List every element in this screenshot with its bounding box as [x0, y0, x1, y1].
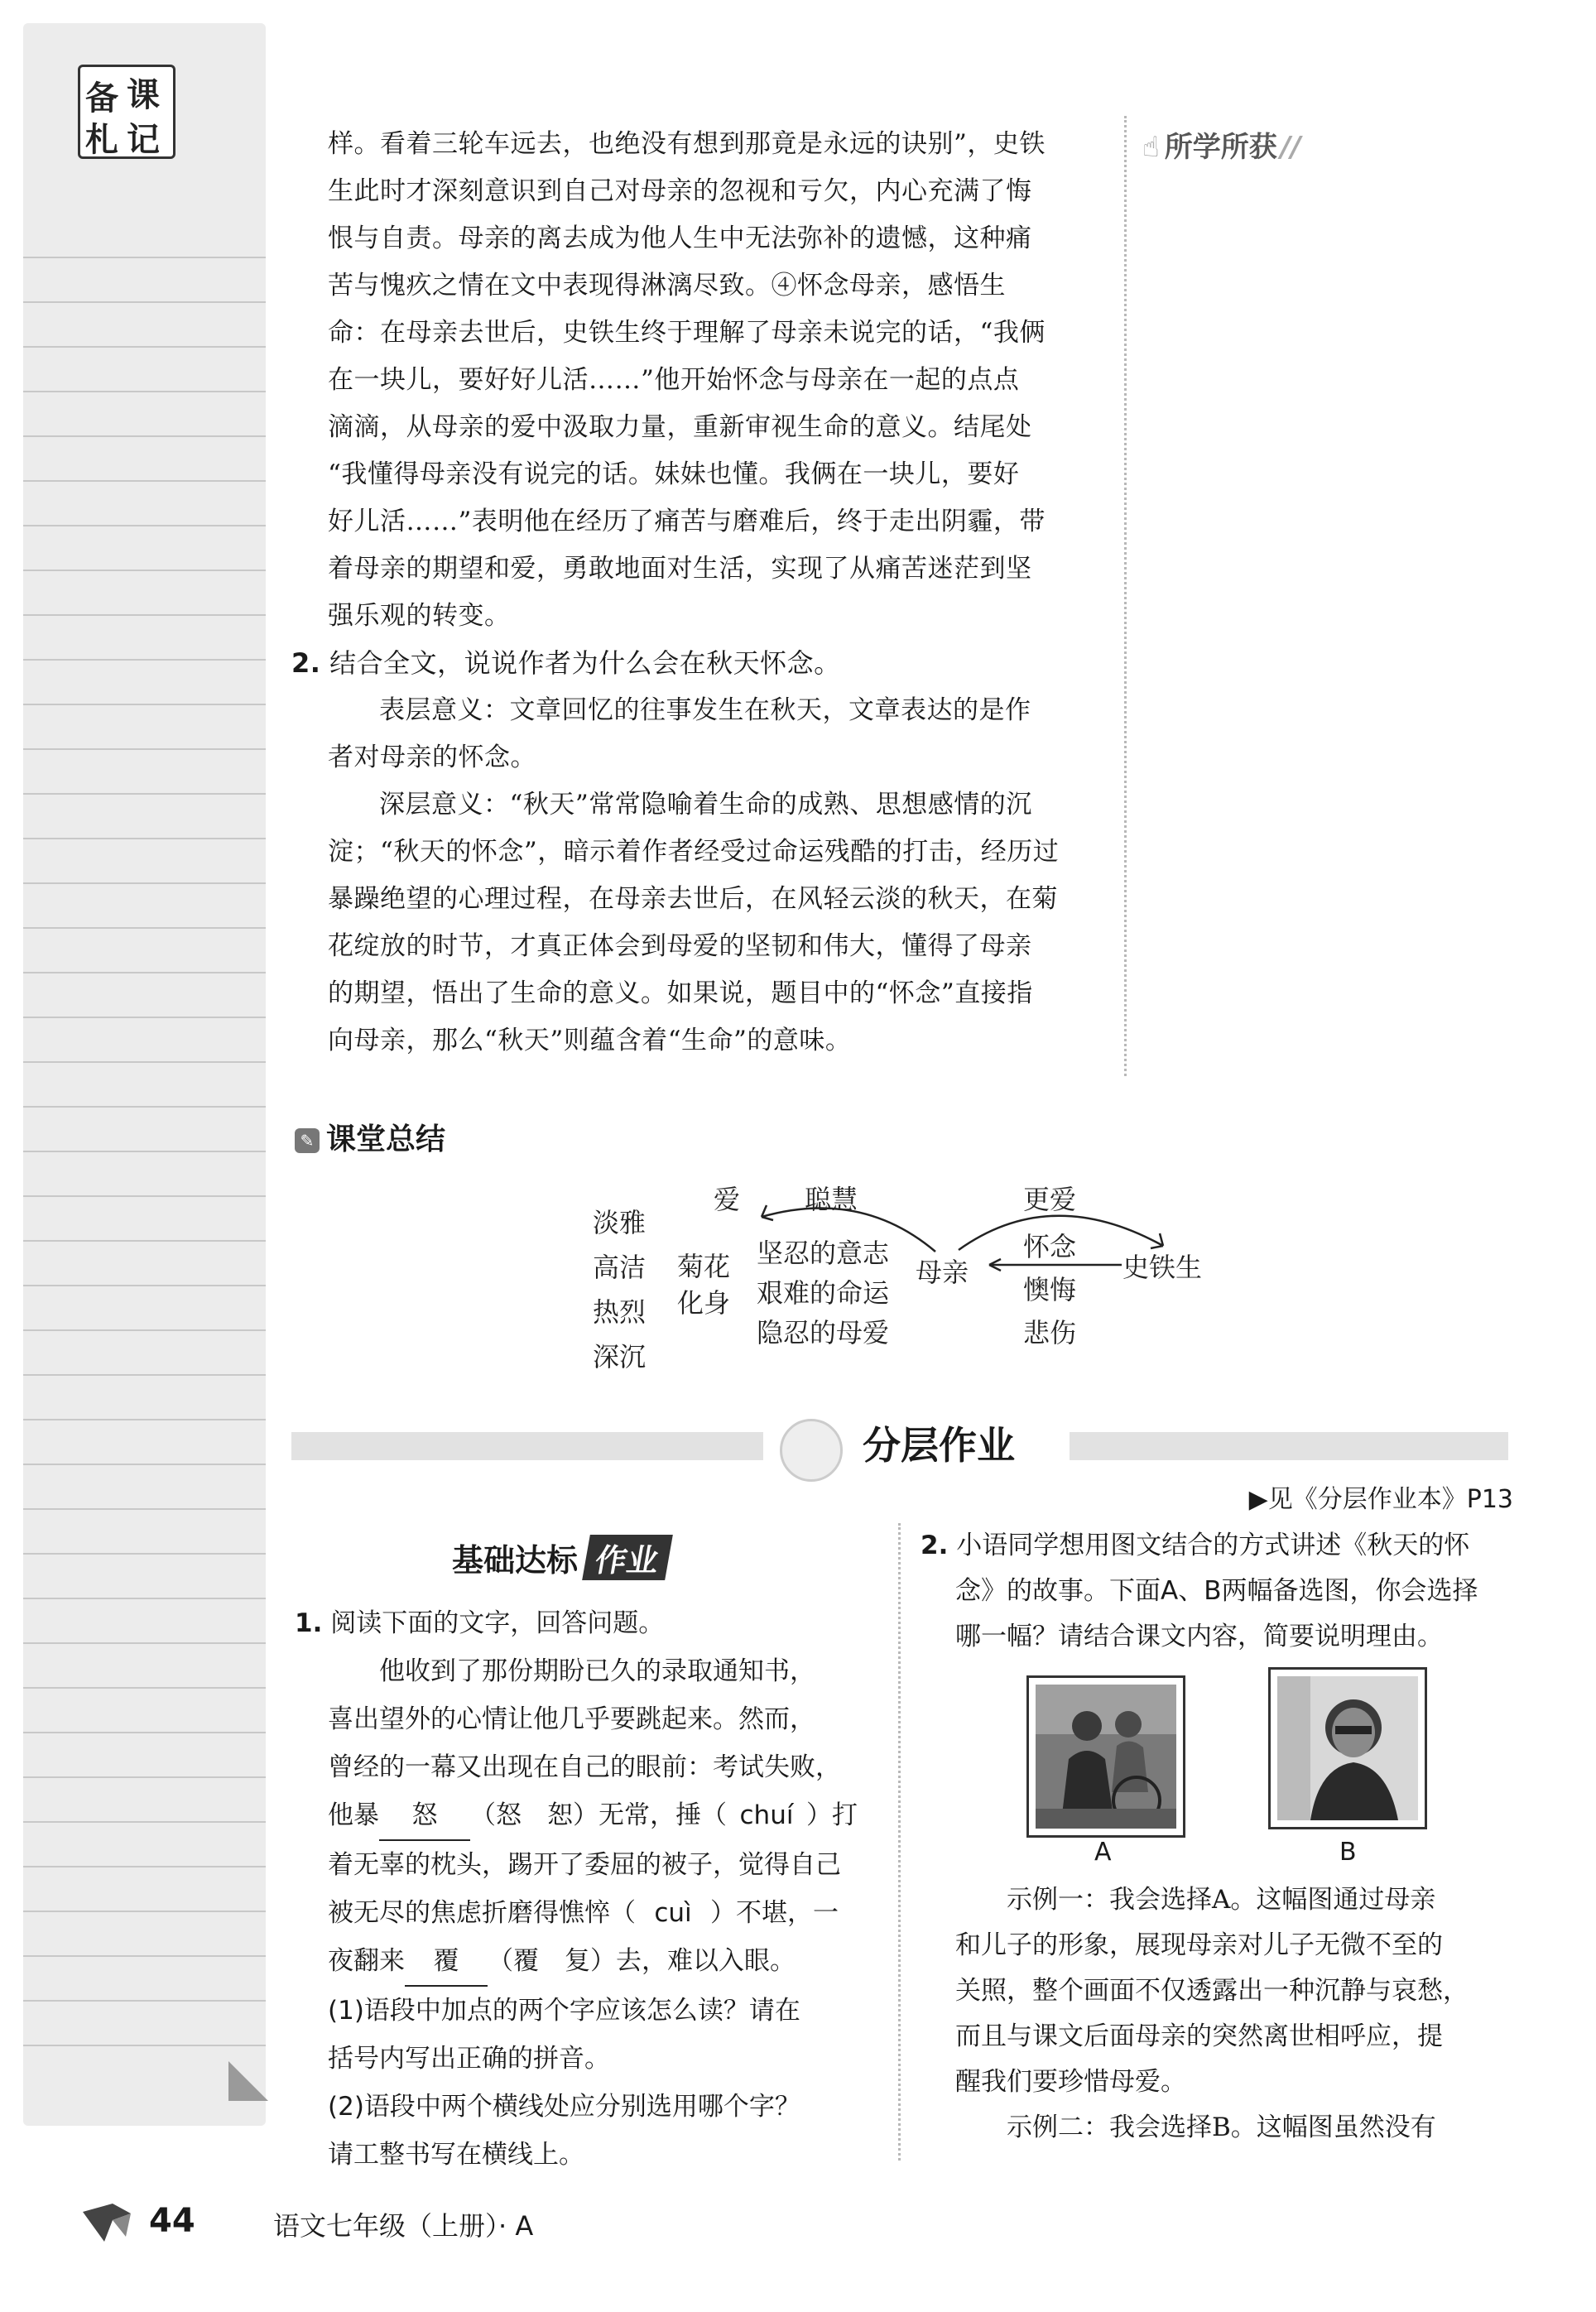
text-line: 的期望，悟出了生命的意义。如果说，题目中的“怀念”直接指	[328, 978, 1033, 1008]
passage-text: ）打	[806, 1800, 858, 1830]
banner-emblem-icon	[780, 1419, 843, 1482]
son-feeling: 怀念	[1023, 1231, 1077, 1262]
sample-answer-line: 而且与课文后面母亲的突然离世相呼应，提	[955, 2021, 1443, 2051]
trait-word: 深沉	[593, 1341, 647, 1372]
question-2-picture	[921, 1523, 1513, 1660]
passage-text: （怒 恕）无常，捶（	[470, 1800, 727, 1830]
question-text: 念》的故事。下面A、B两幅备选图，你会选择	[955, 1576, 1478, 1606]
answer-blank-2: 覆	[405, 1937, 488, 1987]
trait-word: 高洁	[593, 1252, 647, 1283]
passage-line: 着无辜的枕头，踢开了委屈的被子，觉得自己	[328, 1850, 841, 1880]
logo-char: 札	[85, 121, 118, 159]
book-title: 语文七年级（上册）· A	[273, 2210, 534, 2242]
text-line: 表层意义：文章回忆的往事发生在秋天，文章表达的是作	[379, 695, 1031, 725]
juhua-label	[677, 1248, 730, 1321]
sample-answers	[921, 1877, 1513, 2151]
text-line: 样。看着三轮车远去，也绝没有想到那竟是永远的诀别”，史铁	[328, 129, 1046, 159]
workbook-reference-text: 见《分层作业本》P13	[1267, 1485, 1513, 1514]
sample-answer-line: 醒我们要珍惜母爱。	[955, 2067, 1186, 2097]
basic-title-label: 基础达标	[452, 1542, 579, 1579]
pinyin-answer-1: chuí	[739, 1800, 794, 1830]
sample-answer-line: 示例一：我会选择A。这幅图通过母亲	[1007, 1885, 1436, 1915]
page-number: 44	[149, 2202, 195, 2240]
son-node: 史铁生	[1122, 1252, 1203, 1283]
passage-line	[328, 1889, 882, 1937]
logo-char: 记	[127, 121, 160, 159]
question-number: 2.	[921, 1531, 949, 1560]
question-prompt: 阅读下面的文字，回答问题。	[330, 1608, 665, 1638]
text-line: 苦与愧疚之情在文中表现得淋漓尽致。④怀念母亲，感悟生	[328, 271, 1006, 300]
workbook-reference: ▶见《分层作业本》P13	[1248, 1485, 1513, 1514]
text-line: 着母亲的期望和爱，勇敢地面对生活，实现了从痛苦迷茫到坚	[328, 554, 1032, 584]
thumbs-up-icon: ☝	[1142, 131, 1160, 164]
summary-icon: ✎	[295, 1128, 320, 1153]
passage-text: 他暴	[328, 1800, 379, 1830]
passage-text: ）不堪，一	[710, 1898, 839, 1928]
column-separator	[898, 1523, 901, 2161]
son-feeling: 悲伤	[1023, 1317, 1077, 1348]
wisdom-label: 聪慧	[805, 1184, 858, 1215]
text-line: 恨与自责。母亲的离去成为他人生中无法弥补的遗憾，这种痛	[328, 224, 1032, 253]
trait-word: 淡雅	[593, 1207, 647, 1238]
slash-decoration-icon: //	[1280, 131, 1301, 164]
text-line: “我懂得母亲没有说完的话。妹妹也懂。我俩在一块儿，要好	[328, 459, 1020, 489]
text-line: 在一块儿，要好好儿活……”他开始怀念与母亲在一起的点点	[328, 365, 1020, 395]
text-line: 好儿活……”表明他在经历了痛苦与磨难后，终于走出阴霾，带	[328, 507, 1046, 536]
question-text: 结合全文，说说作者为什么会在秋天怀念。	[329, 647, 841, 679]
sub-question-1: (1)语段中加点的两个字应该怎么读？请在	[328, 1996, 800, 2026]
sample-answer-line: 和儿子的形象，展现母亲对儿子无微不至的	[955, 1930, 1443, 1960]
trait-word: 热烈	[593, 1296, 647, 1328]
passage-line: 他收到了那份期盼已久的录取通知书，	[379, 1656, 815, 1686]
passage-text: 被无尽的焦虑折磨得憔悴（	[328, 1898, 636, 1928]
banner-stripe	[1070, 1432, 1508, 1460]
text-line: 向母亲，那么“秋天”则蕴含着“生命”的意味。	[328, 1026, 852, 1055]
page-fold-corner	[228, 2061, 268, 2101]
option-b-image	[1268, 1667, 1427, 1829]
text-line: 滴滴，从母亲的爱中汲取力量，重新审视生命的意义。结尾处	[328, 412, 1032, 442]
passage-line: 曾经的一幕又出现在自己的眼前：考试失败，	[328, 1752, 841, 1782]
notes-header-label: 所学所获	[1164, 131, 1277, 164]
text-line: 命：在母亲去世后，史铁生终于理解了母亲未说完的话，“我俩	[328, 318, 1046, 348]
question-text: 哪一幅？请结合课文内容，简要说明理由。	[955, 1622, 1443, 1651]
text-line: 深层意义：“秋天”常常隐喻着生命的成熟、思想感情的沉	[379, 790, 1032, 820]
option-b-label: B	[1339, 1838, 1357, 1867]
text-line: 暴躁绝望的心理过程，在母亲去世后，在风轻云淡的秋天，在菊	[328, 884, 1058, 914]
option-a-label: A	[1094, 1838, 1112, 1867]
more-love-label: 更爱	[1023, 1184, 1077, 1215]
homework-tag: 作业	[582, 1535, 673, 1580]
option-a-image	[1026, 1675, 1185, 1838]
juhua-traits	[593, 1200, 646, 1379]
logo-char: 备	[85, 79, 118, 118]
passage-text: （覆 复）去，难以入眼。	[488, 1946, 796, 1976]
text-line: 者对母亲的怀念。	[328, 743, 536, 772]
question-number: 2.	[291, 647, 321, 679]
juhua-line: 化身	[677, 1287, 731, 1319]
mother-node: 母亲	[916, 1257, 969, 1288]
text-line: 花绽放的时节，才真正体会到母爱的坚韧和伟大，懂得了母亲	[328, 931, 1032, 961]
basic-section-title	[452, 1535, 669, 1580]
homework-banner	[291, 1407, 1508, 1482]
sample-answer-line: 关照，整个画面不仅透露出一种沉静与哀愁，	[955, 1976, 1469, 2006]
question-number: 1.	[295, 1608, 323, 1638]
son-feelings	[1023, 1225, 1076, 1354]
pinyin-answer-2: cuì	[654, 1898, 692, 1928]
mother-traits	[757, 1233, 889, 1353]
text-line: 强乐观的转变。	[328, 601, 511, 631]
answer-blank-1: 怒	[379, 1791, 470, 1841]
text-line: 生此时才深刻意识到自己对母亲的忽视和亏欠，内心充满了悔	[328, 176, 1032, 206]
star-arrow-icon	[79, 2195, 137, 2245]
mother-trait: 隐忍的母爱	[757, 1317, 890, 1348]
banner-stripe	[291, 1432, 763, 1460]
summary-title-label: 课堂总结	[326, 1122, 446, 1156]
portrait-photo	[1277, 1676, 1418, 1820]
son-feeling: 懊悔	[1023, 1274, 1077, 1305]
mother-son-photo	[1036, 1685, 1176, 1829]
arrowhead	[762, 1205, 773, 1220]
question-1	[295, 1599, 882, 2179]
love-label: 爱	[714, 1184, 741, 1215]
mother-trait: 艰难的命运	[757, 1277, 890, 1309]
passage-line	[328, 1791, 882, 1841]
sub-question-2: (2)语段中两个横线处应分别选用哪个字？	[328, 2092, 800, 2122]
sample-answer-line: 示例二：我会选择B。这幅图虽然没有	[1007, 2113, 1436, 2142]
passage-text: 夜翻来	[328, 1946, 405, 1976]
banner-title: 分层作业	[851, 1416, 1026, 1470]
text-line: 淀；“秋天的怀念”，暗示着作者经受过命运残酷的打击，经历过	[328, 837, 1060, 867]
sub-question-2: 请工整书写在横线上。	[328, 2140, 584, 2170]
mother-trait: 坚忍的意志	[757, 1238, 890, 1269]
sub-question-1: 括号内写出正确的拼音。	[328, 2044, 610, 2074]
logo-char: 课	[127, 76, 160, 114]
passage-line	[328, 1937, 882, 1987]
question-text: 小语同学想用图文结合的方式讲述《秋天的怀	[956, 1531, 1470, 1560]
passage-line: 喜出望外的心情让他几乎要跳起来。然而，	[328, 1704, 815, 1734]
juhua-line: 菊花	[677, 1251, 731, 1282]
